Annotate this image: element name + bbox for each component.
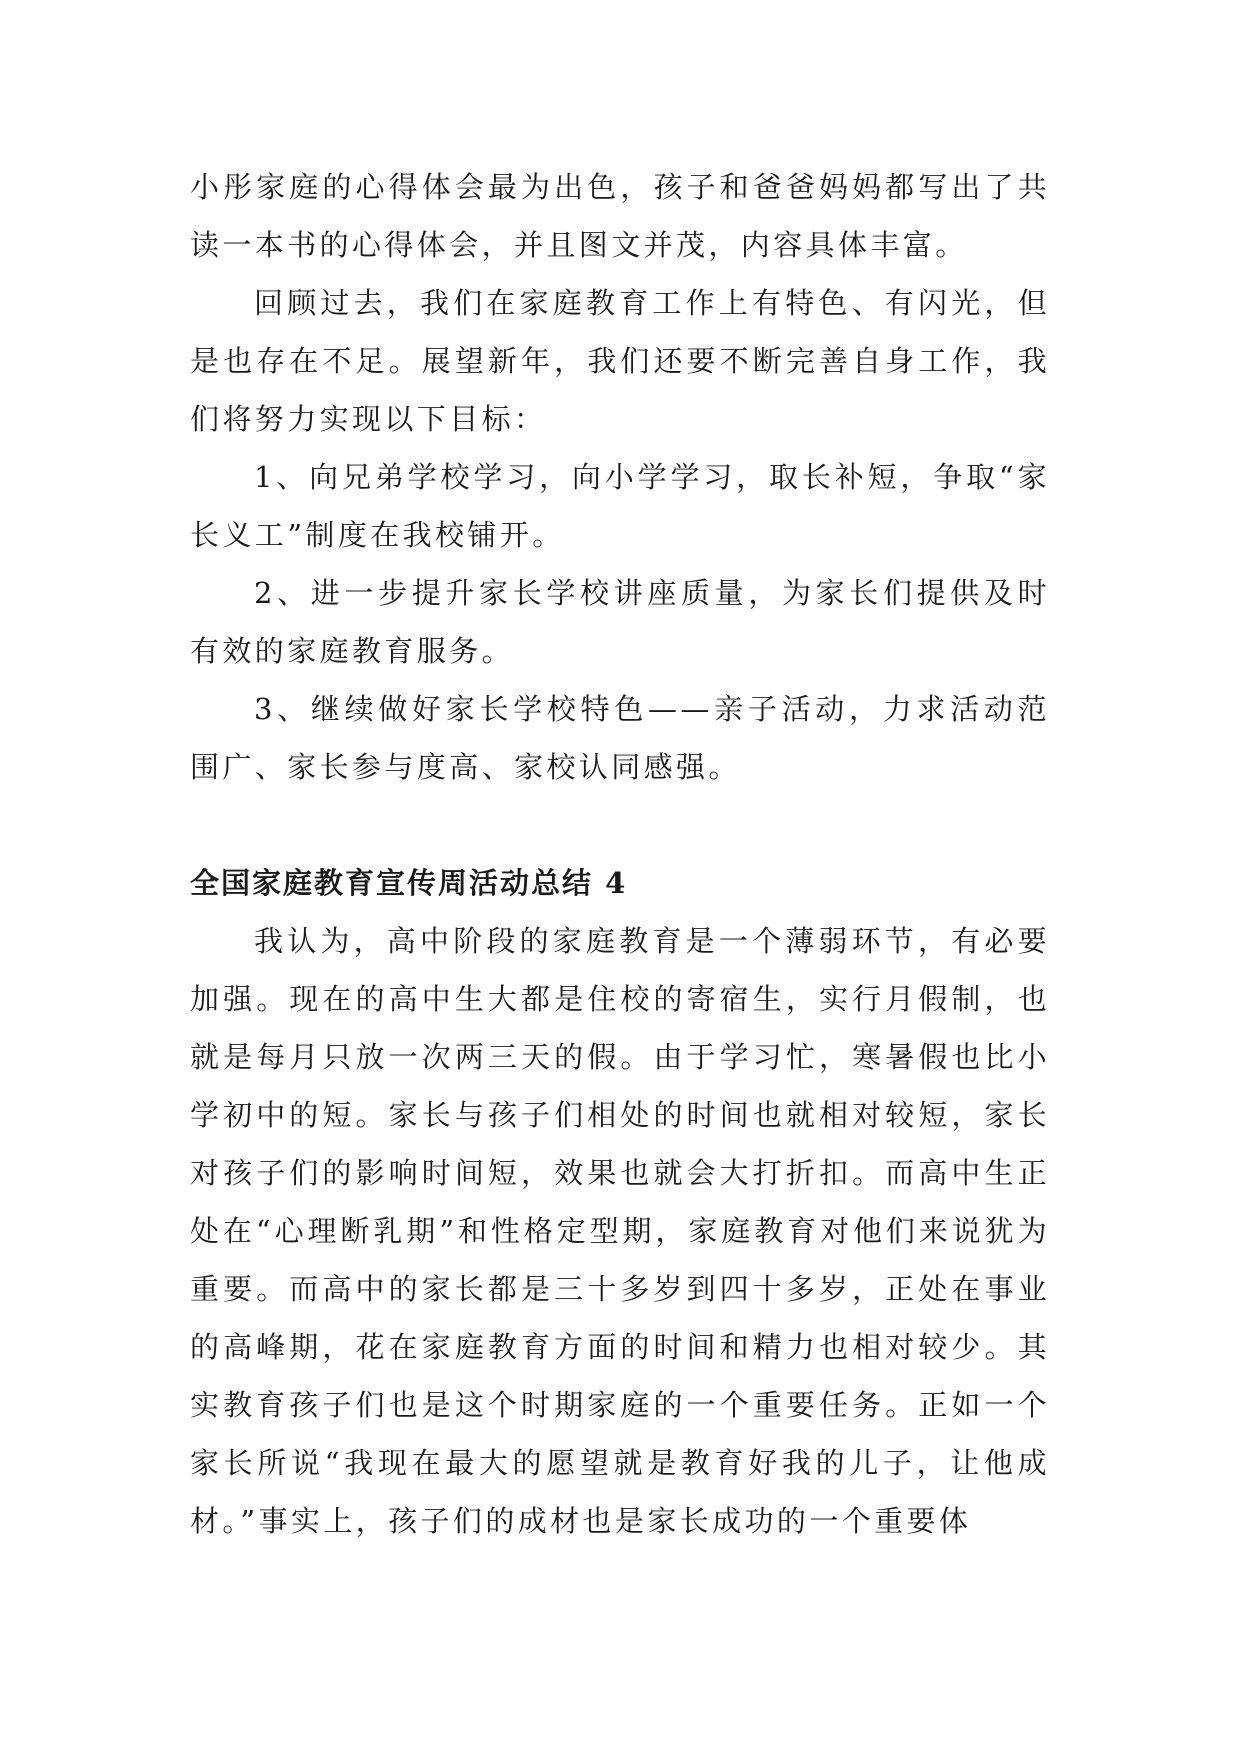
paragraph-review: 回顾过去，我们在家庭教育工作上有特色、有闪光，但是也存在不足。展望新年，我们还要不断完善自身工作，我们将努力实现以下目标：	[190, 286, 1050, 436]
paragraph-summary: 小彤家庭的心得体会最为出色，孩子和爸爸妈妈都写出了共读一本书的心得体会，并且图文并茂，内容具体丰富。	[190, 170, 1050, 262]
goal-item-2: 2、进一步提升家长学校讲座质量，为家长们提供及时有效的家庭教育服务。	[190, 576, 1050, 668]
document-body	[190, 158, 1050, 1550]
goal-item-1: 1、向兄弟学校学习，向小学学习，取长补短，争取“家长义工”制度在我校铺开。	[190, 460, 1050, 552]
section-heading: 全国家庭教育宣传周活动总结 4	[190, 866, 628, 900]
paragraph-section-4-intro: 我认为，高中阶段的家庭教育是一个薄弱环节，有必要加强。现在的高中生大都是住校的寄宿生，实行月假制，也就是每月只放一次两三天的假。由于学习忙，寒暑假也比小学初中的短。家长与孩子们相处的时间也就相对较短，家长对孩子们的影响时间短，效果也就会大打折扣。而高中生正处在“心理断乳期”和性格定型期，家庭教育对他们来说犹为重要。而高中的家长都是三十多岁到四十多岁，正处在事业的高峰期，花在家庭教育方面的时间和精力也相对较少。其实教育孩子们也是这个时期家庭的一个重要任务。正如一个家长所说“我现在最大的愿望就是教育好我的儿子，让他成材。”事实上，孩子们的成材也是家长成功的一个重要体	[190, 924, 1050, 1538]
goal-item-3: 3、继续做好家长学校特色——亲子活动，力求活动范围广、家长参与度高、家校认同感强。	[190, 692, 1050, 784]
